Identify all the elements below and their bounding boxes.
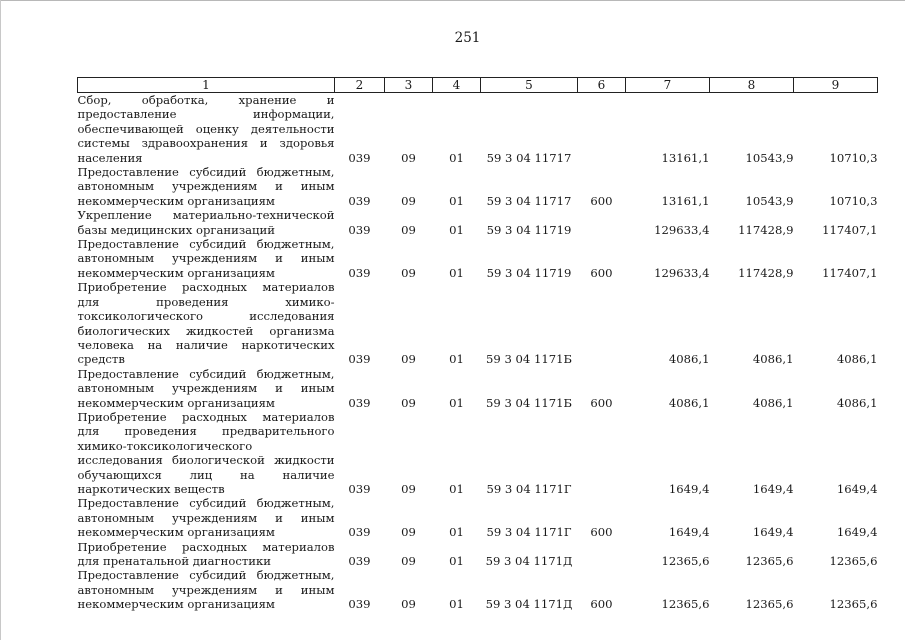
subsection-cell: 01 (449, 193, 464, 208)
section-cell: 09 (401, 525, 416, 540)
section-cell: 09 (401, 150, 416, 165)
amount-3-cell: 1649,4 (836, 525, 878, 540)
table-row (78, 496, 878, 539)
subsection-cell: 01 (449, 554, 464, 568)
section-cell: 09 (401, 222, 416, 237)
amount-2-cell: 12365,6 (745, 597, 794, 612)
amount-3-cell: 1649,4 (836, 481, 878, 496)
header-cell: 5 (481, 78, 578, 93)
description-cell: Предоставление субсидий бюджетным, автономным учреждениям и иным некоммерческим организациям (77, 165, 335, 208)
section-cell: 09 (401, 481, 416, 496)
page-number: 251 (454, 30, 481, 46)
description-cell: Предоставление субсидий бюджетным, автономным учреждениям и иным некоммерческим организациям (77, 568, 335, 612)
amount-2-cell: 12365,6 (745, 554, 794, 568)
article-cell: 59 3 04 11719 (486, 222, 572, 237)
subsection-cell: 01 (449, 525, 464, 540)
section-cell: 09 (401, 395, 416, 410)
table-row (78, 568, 878, 611)
table-row (78, 93, 878, 166)
amount-1-cell: 129633,4 (654, 222, 710, 237)
page-edge-left (0, 0, 1, 640)
table-row (78, 208, 878, 237)
table-row (78, 367, 878, 410)
amount-1-cell: 13161,1 (661, 150, 710, 165)
table-row (78, 280, 878, 366)
amount-3-cell: 10710,3 (829, 193, 878, 208)
amount-3-cell: 12365,6 (829, 597, 878, 612)
amount-1-cell: 1649,4 (668, 525, 710, 540)
description-cell: Сбор, обработка, хранение и предоставление информации, обеспечивающей оценку деятельности системы здравоохранения и здоровья населения (77, 93, 335, 165)
subsection-cell: 01 (449, 481, 464, 496)
code-cell: 039 (348, 222, 371, 237)
section-cell: 09 (401, 554, 416, 568)
amount-1-cell: 4086,1 (668, 395, 710, 410)
article-cell: 59 3 04 1171Д (485, 597, 573, 612)
code-cell: 039 (348, 554, 371, 568)
article-cell: 59 3 04 1171Б (486, 395, 572, 410)
article-cell: 59 3 04 11719 (486, 265, 572, 280)
table-row (78, 410, 878, 496)
amount-1-cell: 129633,4 (654, 265, 710, 280)
amount-2-cell: 1649,4 (752, 525, 794, 540)
amount-1-cell: 1649,4 (668, 481, 710, 496)
section-cell: 09 (401, 597, 416, 612)
description-cell: Предоставление субсидий бюджетным, автономным учреждениям и иным некоммерческим организациям (77, 237, 335, 280)
section-cell: 09 (401, 193, 416, 208)
subsection-cell: 01 (449, 352, 464, 367)
expense-type-cell: 600 (590, 597, 613, 612)
description-cell: Приобретение расходных материалов для проведения предварительного химико-токсикологического исследования биологической жидкости обучающихся лиц на наличие наркотических веществ (77, 409, 335, 496)
code-cell: 039 (348, 150, 371, 165)
header-cell: 6 (578, 78, 626, 93)
description-cell: Укрепление материально-технической базы медицинских организаций (77, 208, 335, 237)
expense-type-cell: 600 (590, 265, 613, 280)
code-cell: 039 (348, 481, 371, 496)
expense-type-cell: 600 (590, 525, 613, 540)
amount-2-cell: 1649,4 (752, 481, 794, 496)
article-cell: 59 3 04 1171Г (486, 481, 572, 496)
subsection-cell: 01 (449, 395, 464, 410)
amount-2-cell: 10543,9 (745, 150, 794, 165)
subsection-cell: 01 (449, 150, 464, 165)
subsection-cell: 01 (449, 222, 464, 237)
expense-type-cell: 600 (590, 193, 613, 208)
table-row (78, 165, 878, 208)
description-cell: Приобретение расходных материалов для пренатальной диагностики (77, 539, 335, 568)
description-cell: Предоставление субсидий бюджетным, автономным учреждениям и иным некоммерческим организациям (77, 366, 335, 410)
subsection-cell: 01 (449, 265, 464, 280)
header-cell: 4 (433, 78, 481, 93)
amount-2-cell: 4086,1 (752, 395, 794, 410)
amount-1-cell: 13161,1 (661, 193, 710, 208)
header-cell: 3 (385, 78, 433, 93)
budget-table (77, 77, 878, 612)
page-edge-top (0, 0, 905, 1)
table-row (78, 540, 878, 569)
header-cell: 1 (78, 78, 335, 93)
expense-type-cell (578, 540, 626, 569)
amount-1-cell: 12365,6 (661, 554, 710, 568)
article-cell: 59 3 04 11717 (486, 193, 572, 208)
code-cell: 039 (348, 193, 371, 208)
amount-1-cell: 4086,1 (668, 352, 710, 367)
header-cell: 9 (794, 78, 878, 93)
code-cell: 039 (348, 525, 371, 540)
header-cell: 2 (335, 78, 385, 93)
article-cell: 59 3 04 1171Б (486, 352, 572, 367)
amount-1-cell: 12365,6 (661, 597, 710, 612)
code-cell: 039 (348, 395, 371, 410)
description-cell: Предоставление субсидий бюджетным, автономным учреждениям и иным некоммерческим организациям (77, 496, 335, 540)
article-cell: 59 3 04 11717 (486, 150, 572, 165)
code-cell: 039 (348, 265, 371, 280)
table-row (78, 237, 878, 280)
code-cell: 039 (348, 352, 371, 367)
amount-3-cell: 4086,1 (836, 352, 878, 367)
expense-type-cell: 600 (590, 395, 613, 410)
section-cell: 09 (401, 265, 416, 280)
subsection-cell: 01 (449, 597, 464, 612)
amount-3-cell: 10710,3 (829, 150, 878, 165)
header-row (78, 78, 878, 93)
amount-3-cell: 4086,1 (836, 395, 878, 410)
description-cell: Приобретение расходных материалов для проведения химико-токсикологического исследования биологических жидкостей организма человека на наличие наркотических средств (77, 280, 335, 367)
amount-2-cell: 117428,9 (738, 222, 794, 237)
article-cell: 59 3 04 1171Г (486, 525, 572, 540)
expense-type-cell (578, 93, 626, 166)
amount-2-cell: 10543,9 (745, 193, 794, 208)
expense-type-cell (578, 280, 626, 366)
amount-3-cell: 117407,1 (822, 265, 878, 280)
amount-2-cell: 4086,1 (752, 352, 794, 367)
amount-2-cell: 117428,9 (738, 265, 794, 280)
amount-3-cell: 12365,6 (829, 554, 878, 568)
article-cell: 59 3 04 1171Д (485, 554, 573, 568)
expense-type-cell (578, 208, 626, 237)
amount-3-cell: 117407,1 (822, 222, 878, 237)
code-cell: 039 (348, 597, 371, 612)
header-cell: 7 (626, 78, 710, 93)
expense-type-cell (578, 410, 626, 496)
header-cell: 8 (710, 78, 794, 93)
section-cell: 09 (401, 352, 416, 367)
